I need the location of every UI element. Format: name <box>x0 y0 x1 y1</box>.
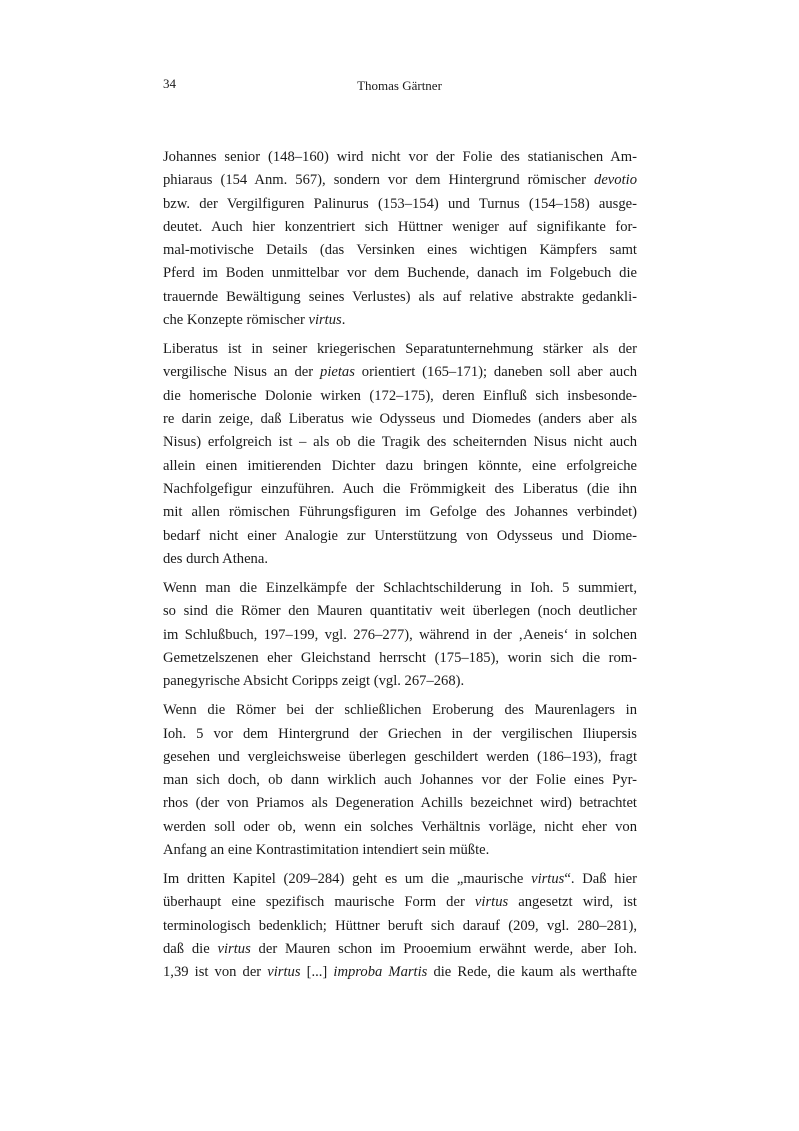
body-text <box>163 146 637 990</box>
paragraph <box>163 146 637 332</box>
text-run: phiaraus (154 Anm. 567), sondern vor dem Hintergrund römischer <box>163 172 595 189</box>
text-run: die Rede, die kaum als werthafte <box>427 964 637 981</box>
text-line <box>163 670 637 693</box>
text-line <box>163 408 637 431</box>
text-run: orientiert (165–171); daneben soll aber auch <box>354 364 637 381</box>
text-run: [...] <box>300 964 334 981</box>
text-line <box>163 262 637 285</box>
text-run: so sind die Römer den Mauren quantitativ weit überlegen (noch deutlicher <box>163 603 637 620</box>
text-line <box>163 193 637 216</box>
text-run: Wenn man die Einzelkämpfe der Schlachtschilderung in Ioh. 5 summiert, <box>163 579 637 596</box>
text-run: daß die <box>163 940 218 957</box>
text-run: . <box>341 312 346 329</box>
text-line <box>163 816 637 839</box>
text-run: man sich doch, ob dann wirklich auch Johannes vor der Folie eines Pyr- <box>163 772 637 789</box>
italic-text: virtus <box>531 871 565 888</box>
italic-text: improba Martis <box>333 964 428 981</box>
text-line <box>163 455 637 478</box>
text-run: mit allen römischen Führungsfiguren im Gefolge des Johannes verbindet) <box>163 504 637 521</box>
text-run: panegyrische Absicht Coripps zeigt (vgl. 267–268). <box>163 673 465 690</box>
text-run: mal-motivische Details (das Versinken eines wichtigen Kämpfers samt <box>163 242 637 259</box>
text-run: der Mauren schon im Prooemium erwähnt werde, aber Ioh. <box>250 940 637 957</box>
text-run: terminologisch bedenklich; Hüttner beruft sich darauf (209, vgl. 280–281), <box>163 917 637 934</box>
text-line <box>163 600 637 623</box>
text-run: Nisus) erfolgreich ist – als ob die Tragik des scheiternden Nisus nicht auch <box>163 434 637 451</box>
text-line <box>163 746 637 769</box>
text-line <box>163 891 637 914</box>
text-run: überhaupt eine spezifisch maurische Form der <box>163 894 475 911</box>
text-run: Ioh. 5 vor dem Hintergrund der Griechen in der vergilischen Iliupersis <box>163 725 637 742</box>
text-run: 1,39 ist von der <box>163 964 268 981</box>
text-run: Nachfolgefigur einzuführen. Auch die Frömmigkeit des Liberatus (die ihn <box>163 480 637 497</box>
text-line <box>163 146 637 169</box>
text-run: Johannes senior (148–160) wird nicht vor der Folie des statianischen Am- <box>163 149 637 165</box>
text-run: rhos (der von Priamos als Degeneration Achills bezeichnet wird) betrachtet <box>163 795 637 812</box>
text-line <box>163 385 637 408</box>
text-run: Wenn die Römer bei der schließlichen Eroberung des Maurenlagers in <box>163 702 637 719</box>
text-line <box>163 431 637 454</box>
text-line <box>163 577 637 600</box>
italic-text: devotio <box>594 172 637 189</box>
text-line <box>163 938 637 961</box>
text-line <box>163 501 637 524</box>
text-run: “. Daß hier <box>564 871 637 888</box>
text-line <box>163 525 637 548</box>
text-line <box>163 723 637 746</box>
text-run: che Konzepte römischer <box>163 312 309 329</box>
italic-text: virtus <box>474 894 509 911</box>
text-line <box>163 169 637 192</box>
text-line <box>163 839 637 862</box>
text-line <box>163 868 637 891</box>
paragraph <box>163 338 637 571</box>
running-head: Thomas Gärtner <box>357 78 442 93</box>
text-run: Im dritten Kapitel (209–284) geht es um die „maurische <box>163 871 532 888</box>
text-line <box>163 769 637 792</box>
text-run: deutet. Auch hier konzentriert sich Hüttner weniger auf signifikante for- <box>163 218 637 235</box>
text-run: werden soll oder ob, wenn ein solches Verhältnis vorläge, nicht eher von <box>163 818 637 835</box>
text-line <box>163 309 637 332</box>
paragraph <box>163 699 637 862</box>
text-run: Liberatus ist in seiner kriegerischen Separatunternehmung stärker als der <box>163 341 637 358</box>
text-line <box>163 624 637 647</box>
italic-text: pietas <box>320 364 355 381</box>
italic-text: virtus <box>308 312 342 329</box>
text-run: Anfang an eine Kontrastimitation intendiert sein müßte. <box>163 842 490 858</box>
italic-text: virtus <box>267 964 301 981</box>
text-run: Gemetzelszenen eher Gleichstand herrscht (175–185), worin sich die rom- <box>163 649 637 666</box>
text-run: angesetzt wird, ist <box>508 894 637 911</box>
text-run: des durch Athena. <box>163 550 268 567</box>
text-line <box>163 699 637 722</box>
text-line <box>163 239 637 262</box>
text-line <box>163 915 637 938</box>
text-line <box>163 286 637 309</box>
text-run: re darin zeige, daß Liberatus wie Odysseus und Diomedes (anders aber als <box>163 411 637 428</box>
text-line <box>163 548 637 571</box>
paragraph <box>163 868 637 984</box>
text-run: im Schlußbuch, 197–199, vgl. 276–277), während in der ‚Aeneis‘ in solchen <box>163 626 637 643</box>
text-run: Pferd im Boden unmittelbar vor dem Buchende, danach im Folgebuch die <box>163 265 637 282</box>
text-line <box>163 338 637 361</box>
text-run: trauernde Bewältigung seines Verlustes) als auf relative abstrakte gedankli- <box>163 288 637 305</box>
text-run: bedarf nicht einer Analogie zur Unterstützung von Odysseus und Diome- <box>163 527 637 544</box>
page-number: 34 <box>163 76 176 91</box>
text-line <box>163 478 637 501</box>
text-run: allein einen imitierenden Dichter dazu bringen könnte, eine erfolgreiche <box>163 457 637 474</box>
text-run: die homerische Dolonie wirken (172–175), deren Einfluß sich insbesonde- <box>163 387 637 404</box>
text-run: vergilische Nisus an der <box>163 364 321 381</box>
text-line <box>163 792 637 815</box>
italic-text: virtus <box>217 940 251 957</box>
text-line <box>163 647 637 670</box>
paragraph <box>163 577 637 693</box>
text-line <box>163 216 637 239</box>
text-line <box>163 961 637 984</box>
text-line <box>163 361 637 384</box>
text-run: gesehen und vergleichsweise überlegen geschildert werden (186–193), fragt <box>163 748 637 765</box>
text-run: bzw. der Vergilfiguren Palinurus (153–154) und Turnus (154–158) ausge- <box>163 195 637 212</box>
